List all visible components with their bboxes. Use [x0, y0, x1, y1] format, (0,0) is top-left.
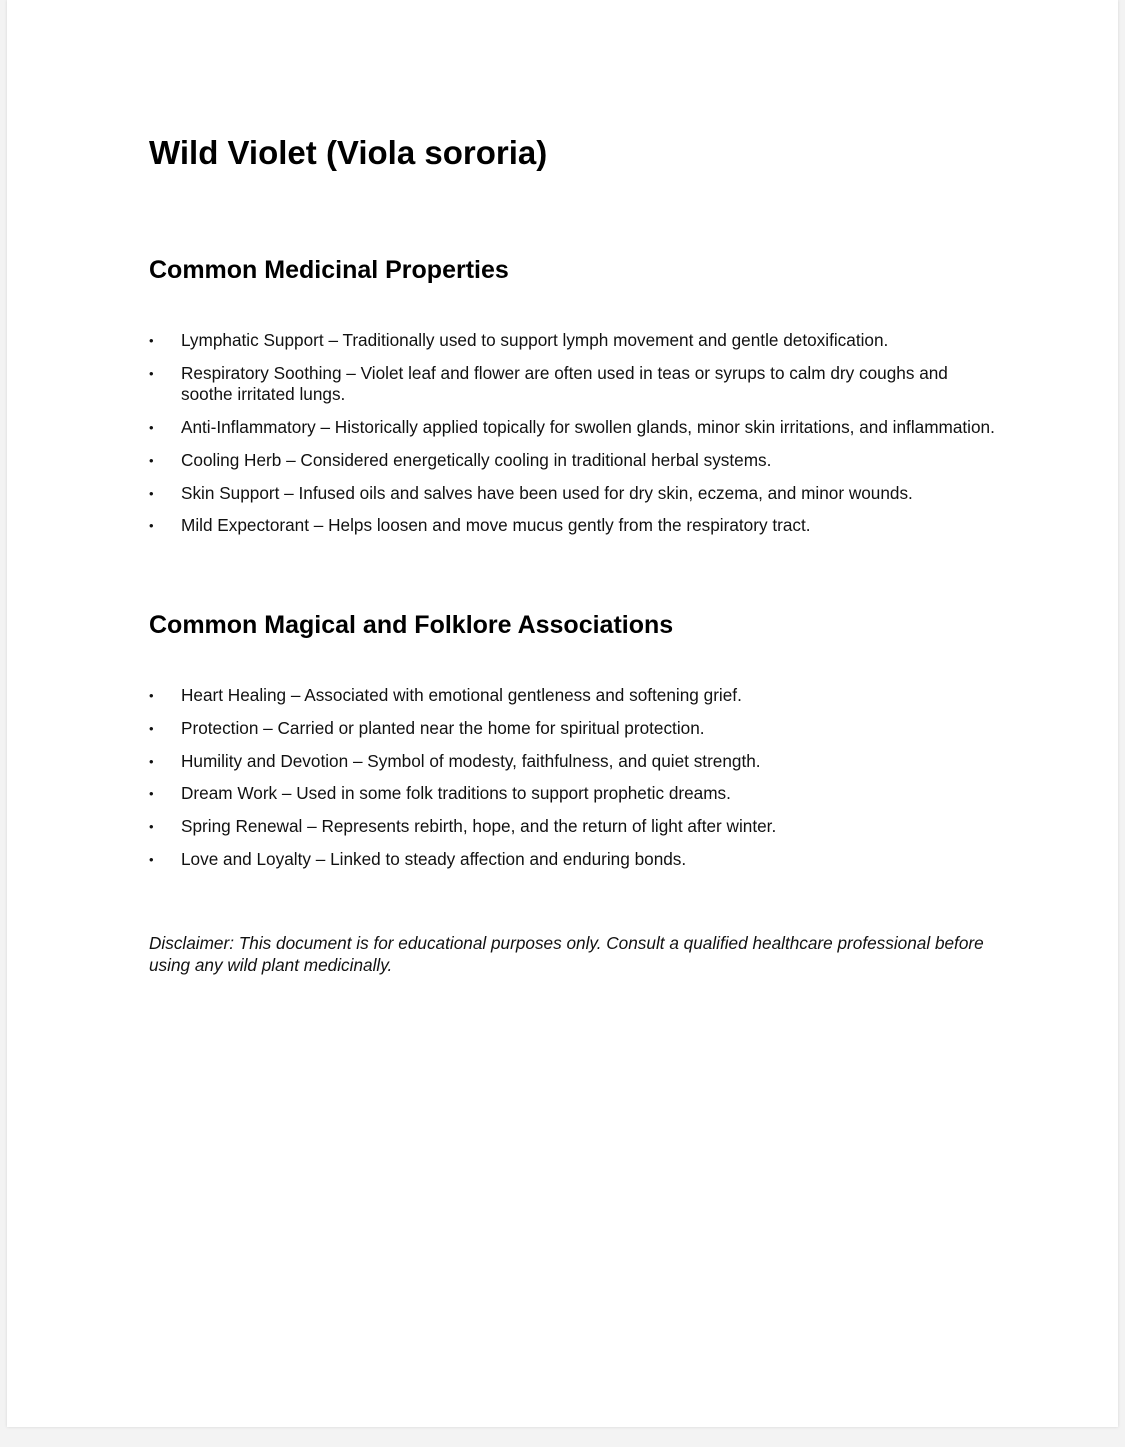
bullet-icon: • — [149, 365, 154, 381]
list-item-text: Respiratory Soothing – Violet leaf and flower are often used in teas or syrups to calm dry coughs and soothe irritated lungs. — [181, 362, 948, 405]
list-item — [149, 363, 999, 406]
list-item-text: Protection – Carried or planted near the home for spiritual protection. — [181, 717, 705, 738]
bullet-icon: • — [149, 819, 154, 835]
document-title: Wild Violet (Viola sororia) — [149, 134, 548, 171]
list-item — [149, 685, 999, 707]
bullet-icon: • — [149, 753, 154, 769]
list-item-text: Mild Expectorant – Helps loosen and move mucus gently from the respiratory tract. — [181, 515, 811, 536]
list-item-text: Dream Work – Used in some folk traditions to support prophetic dreams. — [181, 783, 731, 804]
bullet-icon: • — [149, 333, 154, 348]
section-heading-folklore: Common Magical and Folklore Associations — [149, 610, 674, 639]
list-item — [149, 849, 999, 871]
document-content — [149, 130, 999, 976]
list-item — [149, 330, 999, 352]
list-item-text: Humility and Devotion – Symbol of modesty, faithfulness, and quiet strength. — [181, 750, 761, 771]
bullet-icon: • — [149, 687, 154, 703]
bullet-icon: • — [149, 518, 154, 534]
bullet-icon: • — [149, 485, 154, 501]
list-item-text: Cooling Herb – Considered energetically cooling in traditional herbal systems. — [181, 449, 772, 470]
list-item-text: Heart Healing – Associated with emotional gentleness and softening grief. — [181, 684, 742, 705]
list-item — [149, 483, 999, 505]
medicinal-properties-list — [149, 330, 999, 537]
bullet-icon: • — [149, 720, 154, 736]
list-item — [149, 816, 999, 838]
list-item — [149, 783, 999, 805]
bullet-icon: • — [149, 420, 154, 436]
document-page — [7, 0, 1118, 1427]
bullet-icon: • — [149, 851, 154, 867]
disclaimer-text: Disclaimer: This document is for educational purposes only. Consult a qualified healthcare professional before using any wild plant medicinally. — [149, 933, 984, 975]
list-item-text: Spring Renewal – Represents rebirth, hope, and the return of light after winter. — [181, 816, 777, 837]
bullet-icon: • — [149, 452, 154, 468]
list-item-text: Love and Loyalty – Linked to steady affection and enduring bonds. — [181, 848, 687, 869]
list-item — [149, 450, 999, 472]
section-heading-medicinal: Common Medicinal Properties — [149, 256, 509, 284]
bullet-icon: • — [149, 786, 154, 802]
list-item — [149, 515, 999, 537]
list-item — [149, 751, 999, 773]
list-item — [149, 718, 999, 740]
folklore-associations-list — [149, 685, 999, 870]
list-item-text: Lymphatic Support – Traditionally used to support lymph movement and gentle detoxification. — [181, 330, 889, 350]
list-item-text: Skin Support – Infused oils and salves have been used for dry skin, eczema, and minor wounds. — [181, 482, 913, 503]
list-item-text: Anti-Inflammatory – Historically applied topically for swollen glands, minor skin irritations, and inflammation. — [181, 417, 995, 438]
list-item — [149, 417, 999, 439]
